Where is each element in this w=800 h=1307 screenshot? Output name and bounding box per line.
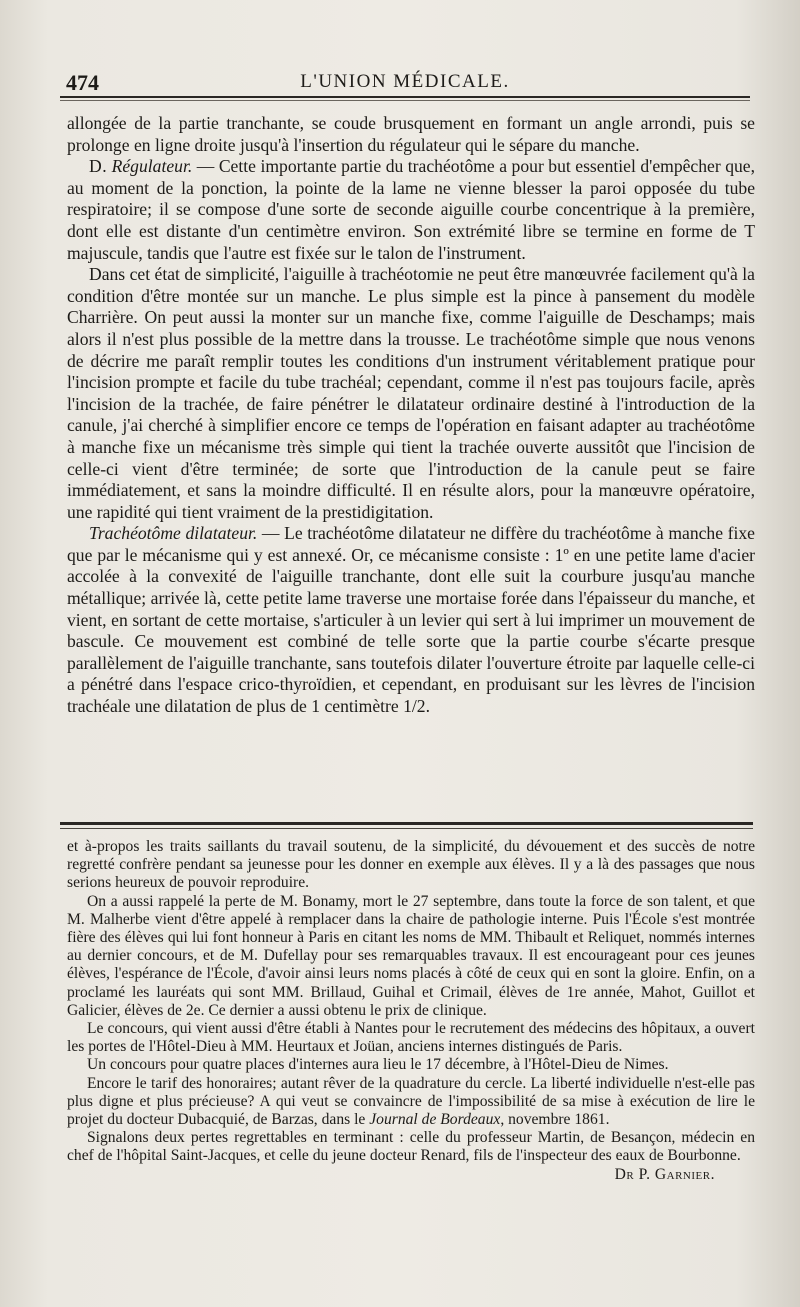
feuilleton-rule — [60, 822, 753, 825]
feuilleton-rule-thin — [60, 828, 753, 829]
paragraph-text: , novembre 1861. — [500, 1111, 610, 1129]
main-article — [67, 113, 755, 718]
feuilleton-paragraph: Un concours pour quatre places d'internes aura lieu le 17 décembre, à l'Hôtel-Dieu de Nimes. — [87, 1056, 669, 1074]
page-header — [60, 62, 750, 95]
journal-title: Journal de Bordeaux — [369, 1111, 501, 1129]
paragraph-text: — Cette importante partie du trachéotôme a pour but essentiel d'empêcher que, au moment de la ponction, la pointe de la lame ne vienne blesser la paroi opposée du tube respiratoire; il se compose d'une sorte de seconde aiguille courbe concentrique à la première, dont elle est distante d'un centimètre environ. Son extrémité libre se termine en forme de T majuscule, tandis que l'autre est fixée sur le talon de l'instrument. — [67, 156, 755, 263]
feuilleton-paragraph: On a aussi rappelé la perte de M. Bonamy, mort le 27 septembre, dans toute la force de son talent, et que M. Malherbe vient d'être appelé à remplacer dans la chaire de pathologie interne. Puis l'École s'est montrée fière des élèves qui lui font honneur à Paris en citant les noms de MM. Thibault et Reliquet, nommés internes au dernier concours, et de M. Dufellay pour ses remarquables travaux. Il est encourageant pour ces jeunes élèves, l'espérance de l'École, d'avoir ainsi leurs noms placés à côté de ceux qui en sont la gloire. Enfin, on a proclamé les lauréats qui sont MM. Brillaud, Guihal et Crimail, élèves de 1re année, Mahot, Guillot et Galicier, élèves de 2e. Ce dernier a aussi obtenu le prix de clinique. — [67, 892, 755, 1019]
section-heading: Trachéotôme dilatateur. — [89, 523, 258, 544]
feuilleton-paragraph: Signalons deux pertes regrettables en terminant : celle du professeur Martin, de Besançon, médecin en chef de l'hôpital Saint-Jacques, et celle du jeune docteur Renard, fils de l'inspecteur des eaux de Bourbonne. — [67, 1129, 755, 1165]
paragraph-regulateur — [67, 156, 755, 264]
feuilleton-paragraph: Le concours, qui vient aussi d'être établi à Nantes pour le recrutement des médecins des hôpitaux, a ouvert les portes de l'Hôtel-Dieu à MM. Heurtaux et Joüan, anciens internes distingués de Paris. — [67, 1020, 755, 1056]
running-title: L'UNION MÉDICALE. — [300, 71, 510, 92]
paragraph-dilatateur — [67, 523, 755, 717]
header-rule-thin — [60, 100, 750, 101]
feuilleton-paragraph: et à-propos les traits saillants du travail soutenu, de la simplicité, du dévouement et des succès de notre regretté confrère pendant sa jeunesse pour les donner en exemple aux élèves. Il y a là des passages que nous serions heureux de pouvoir reproduire. — [67, 838, 755, 892]
paragraph: Dans cet état de simplicité, l'aiguille à trachéotomie ne peut être manœuvrée facilement qu'à la condition d'être montée sur un manche. Le plus simple est la pince à pansement du modèle Charrière. On peut aussi la monter sur un manche fixe, comme l'aiguille de Deschamps; mais alors il n'est plus possible de la mettre dans la trousse. Le trachéotôme simple que nous venons de décrire me paraît remplir toutes les conditions d'un instrument véritablement pratique pour l'incision prompte et facile du tube trachéal; cependant, comme il n'est pas toujours facile, après l'incision de la trachée, de faire pénétrer le dilatateur ordinaire destiné à l'introduction de la canule, j'ai cherché à simplifier encore ce temps de l'opération en faisant adapter au trachéotôme à manche fixe un mécanisme très simple qui tient la trachée ouverte aussitôt que l'incision de celle-ci vient d'être terminée; de sorte que l'introduction de la canule peut se faire immédiatement, et sans la moindre difficulté. Il en résulte alors, pour la manœuvre opératoire, une rapidité qui tient vraiment de la prestidigitation. — [67, 264, 755, 522]
paragraph-text: — Le trachéotôme dilatateur ne diffère du trachéotôme à manche fixe que par le mécanisme qui y est annexé. Or, ce mécanisme consiste : 1º en une petite lame d'acier accolée à la convexité de l'aiguille tranchante, dont elle suit la courbure jusqu'au manche métallique; arrivée là, cette petite lame traverse une mortaise forée dans l'épaisseur du manche, et vient, en sortant de cette mortaise, s'articuler à un levier qui sert à lui imprimer un mouvement de bascule. Ce mouvement est combiné de telle sorte que la partie courbe s'écarte presque parallèlement de l'aiguille tranchante, sans toutefois dilater l'ouverture étroite par laquelle celle-ci a pénétré dans l'espace crico-thyroïdien, et cependant, en produisant sur les lèvres de l'incision trachéale une dilatation de plus de 1 centimètre 1/2. — [67, 523, 755, 717]
header-rule — [60, 96, 750, 98]
section-letter: D. — [89, 156, 108, 177]
feuilleton-paragraph — [67, 1075, 755, 1130]
paragraph: allongée de la partie tranchante, se coude brusquement en formant un angle arrondi, puis se prolonge en ligne droite jusqu'à l'insertion du régulateur qui le sépare du manche. — [67, 113, 755, 155]
signature: Dr P. Garnier. — [614, 1165, 715, 1183]
section-heading: Régulateur. — [111, 156, 193, 177]
feuilleton — [67, 838, 755, 1184]
page-number: 474 — [66, 70, 99, 95]
paragraph-text: Encore le tarif des honoraires; autant rêver de la quadrature du cercle. La liberté individuelle n'est-elle pas plus digne et plus précieuse? A qui veut se convaincre de l'impossibilité de sa mise à exécution de lire le projet du docteur Dubacquié, de Barzas, dans le — [67, 1074, 755, 1129]
